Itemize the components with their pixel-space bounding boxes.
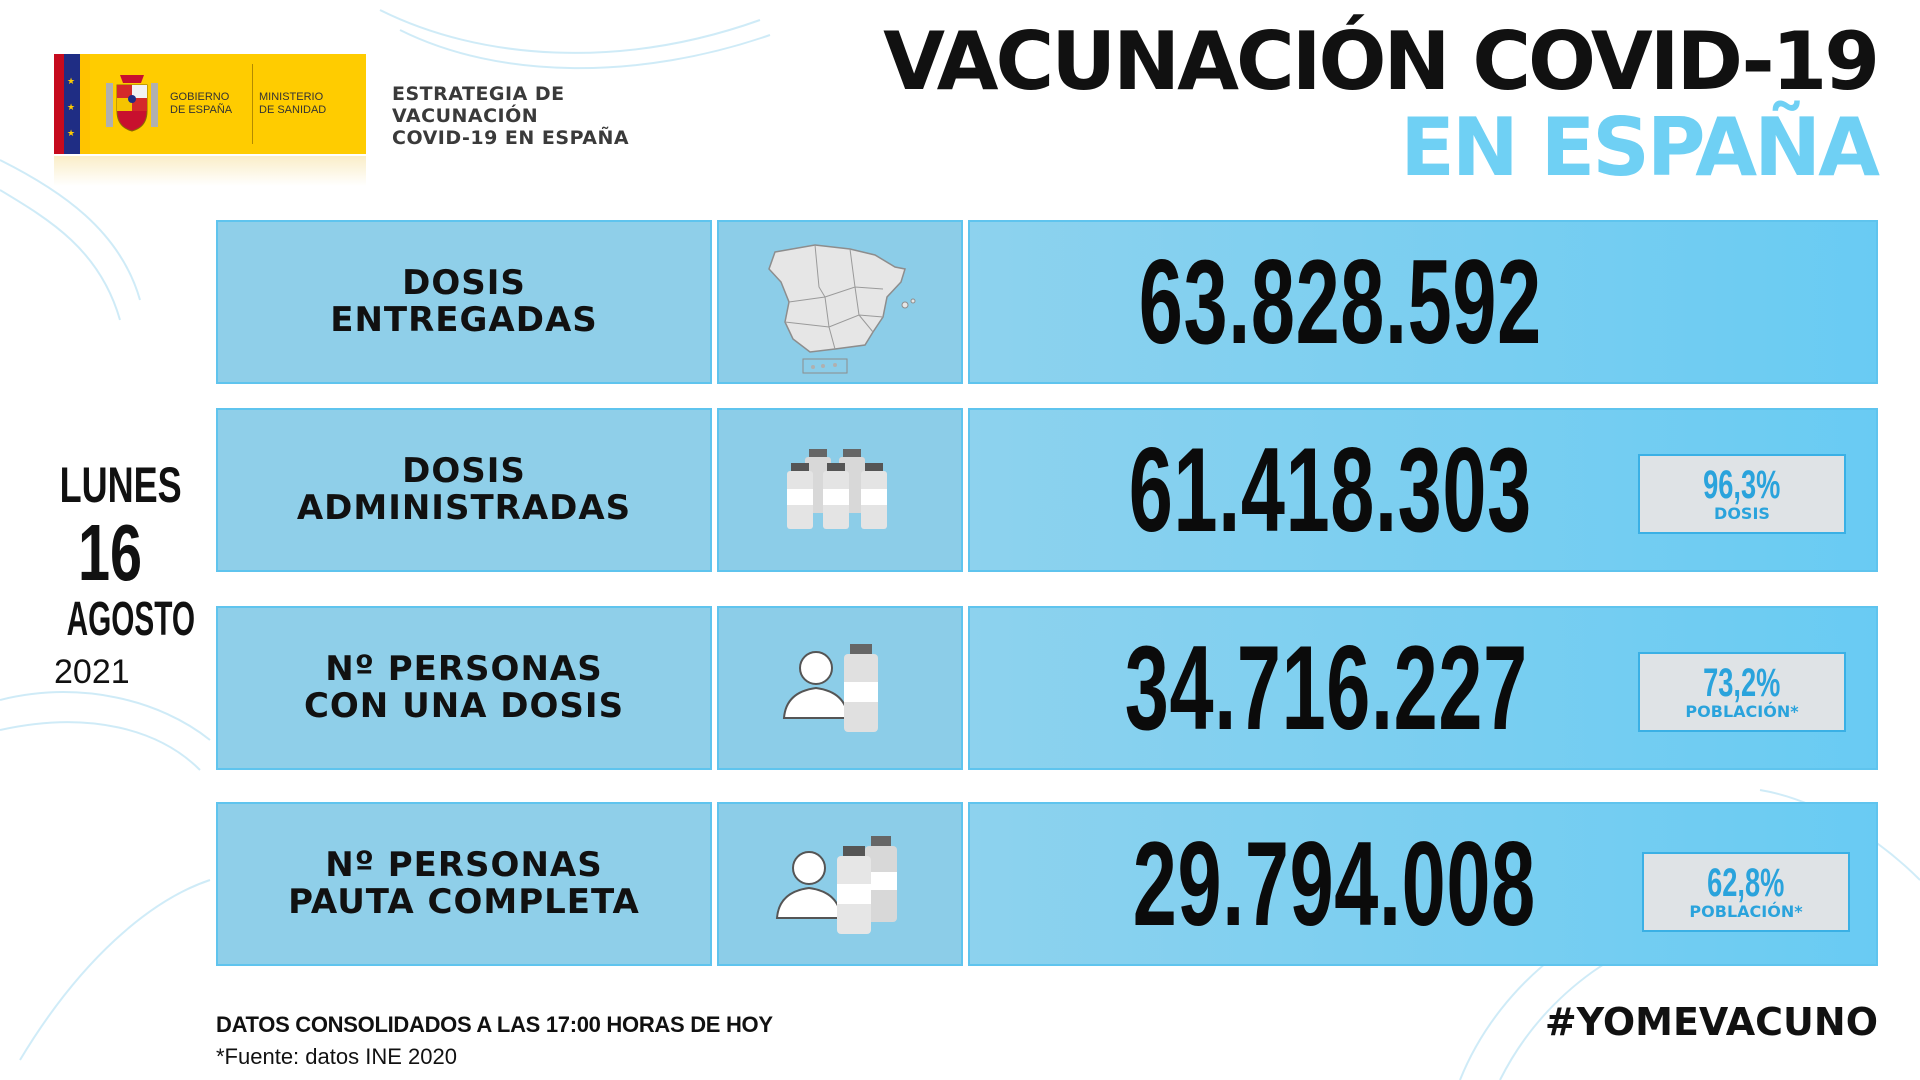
stat-icon-cell bbox=[717, 606, 963, 770]
eu-stars-icon bbox=[64, 54, 80, 154]
stat-label-line2: CON UNA DOSIS bbox=[303, 686, 625, 726]
stat-value-cell bbox=[968, 606, 1878, 770]
stat-value: 34.716.227 bbox=[1124, 621, 1528, 755]
stat-label-cell bbox=[216, 220, 712, 384]
stat-icon-cell bbox=[717, 802, 963, 966]
date-weekday: LUNES bbox=[59, 457, 182, 513]
vaccine-vials-icon bbox=[785, 445, 895, 535]
percentage-label: DOSIS bbox=[1714, 504, 1770, 523]
stat-value-cell bbox=[968, 220, 1878, 384]
stat-icon-cell bbox=[717, 220, 963, 384]
stat-icon-cell bbox=[717, 408, 963, 572]
svg-text:★: ★ bbox=[67, 102, 76, 112]
coat-of-arms-icon bbox=[102, 69, 162, 139]
stat-row-doses-delivered bbox=[216, 220, 1878, 384]
stat-label-line1: Nº PERSONAS bbox=[325, 649, 603, 689]
stat-value-cell bbox=[968, 802, 1878, 966]
campaign-hashtag: #YOMEVACUNO bbox=[1544, 1000, 1878, 1044]
eu-spain-flag-strip bbox=[54, 54, 90, 154]
strategy-title bbox=[392, 83, 692, 149]
stat-row-one-dose bbox=[216, 606, 1878, 770]
percentage-value: 62,8% bbox=[1707, 861, 1785, 905]
stat-row-doses-administered bbox=[216, 408, 1878, 572]
svg-text:★: ★ bbox=[67, 128, 76, 138]
stat-label-cell bbox=[216, 606, 712, 770]
date-month: AGOSTO bbox=[66, 593, 196, 646]
logo-reflection bbox=[54, 156, 366, 186]
government-logo bbox=[54, 54, 366, 154]
ministry-label: MINISTERIO DE SANIDAD bbox=[259, 91, 327, 116]
stat-label-line1: DOSIS bbox=[402, 451, 526, 491]
stat-row-full-schedule bbox=[216, 802, 1878, 966]
data-source-note: *Fuente: datos INE 2020 bbox=[216, 1044, 457, 1069]
main-title: VACUNACIÓN COVID-19 bbox=[883, 15, 1877, 108]
strategy-line-3: COVID-19 EN ESPAÑA bbox=[392, 127, 630, 149]
percentage-value: 96,3% bbox=[1703, 463, 1781, 507]
spain-map-icon bbox=[755, 227, 925, 377]
strategy-line-1: ESTRATEGIA DE bbox=[392, 83, 565, 105]
government-label: GOBIERNO DE ESPAÑA bbox=[170, 91, 233, 116]
stat-value: 63.828.592 bbox=[1138, 235, 1542, 369]
stat-value: 61.418.303 bbox=[1128, 423, 1532, 557]
stat-label-line2: PAUTA COMPLETA bbox=[288, 882, 640, 922]
stat-value: 29.794.008 bbox=[1132, 817, 1536, 951]
main-subtitle: EN ESPAÑA bbox=[1400, 101, 1877, 194]
svg-text:★: ★ bbox=[67, 76, 76, 86]
percentage-badge bbox=[1638, 454, 1846, 534]
stat-label-line1: Nº PERSONAS bbox=[325, 845, 603, 885]
stat-label-line2: ADMINISTRADAS bbox=[296, 488, 632, 528]
data-consolidation-note: DATOS CONSOLIDADOS A LAS 17:00 HORAS DE HOY bbox=[216, 1012, 773, 1037]
percentage-label: POBLACIÓN* bbox=[1685, 702, 1799, 721]
stat-label-cell bbox=[216, 408, 712, 572]
strategy-line-2: VACUNACIÓN bbox=[392, 105, 539, 127]
percentage-label: POBLACIÓN* bbox=[1689, 902, 1803, 921]
percentage-badge bbox=[1638, 652, 1846, 732]
report-date bbox=[40, 456, 196, 696]
person-two-vials-icon bbox=[775, 832, 905, 936]
stat-label-cell bbox=[216, 802, 712, 966]
date-year: 2021 bbox=[54, 653, 130, 691]
percentage-value: 73,2% bbox=[1703, 661, 1781, 705]
person-one-vial-icon bbox=[780, 638, 900, 738]
percentage-badge bbox=[1642, 852, 1850, 932]
stat-value-cell bbox=[968, 408, 1878, 572]
stat-label-line2: ENTREGADAS bbox=[330, 300, 598, 340]
stat-label-line1: DOSIS bbox=[402, 263, 526, 303]
date-day: 16 bbox=[77, 508, 143, 597]
